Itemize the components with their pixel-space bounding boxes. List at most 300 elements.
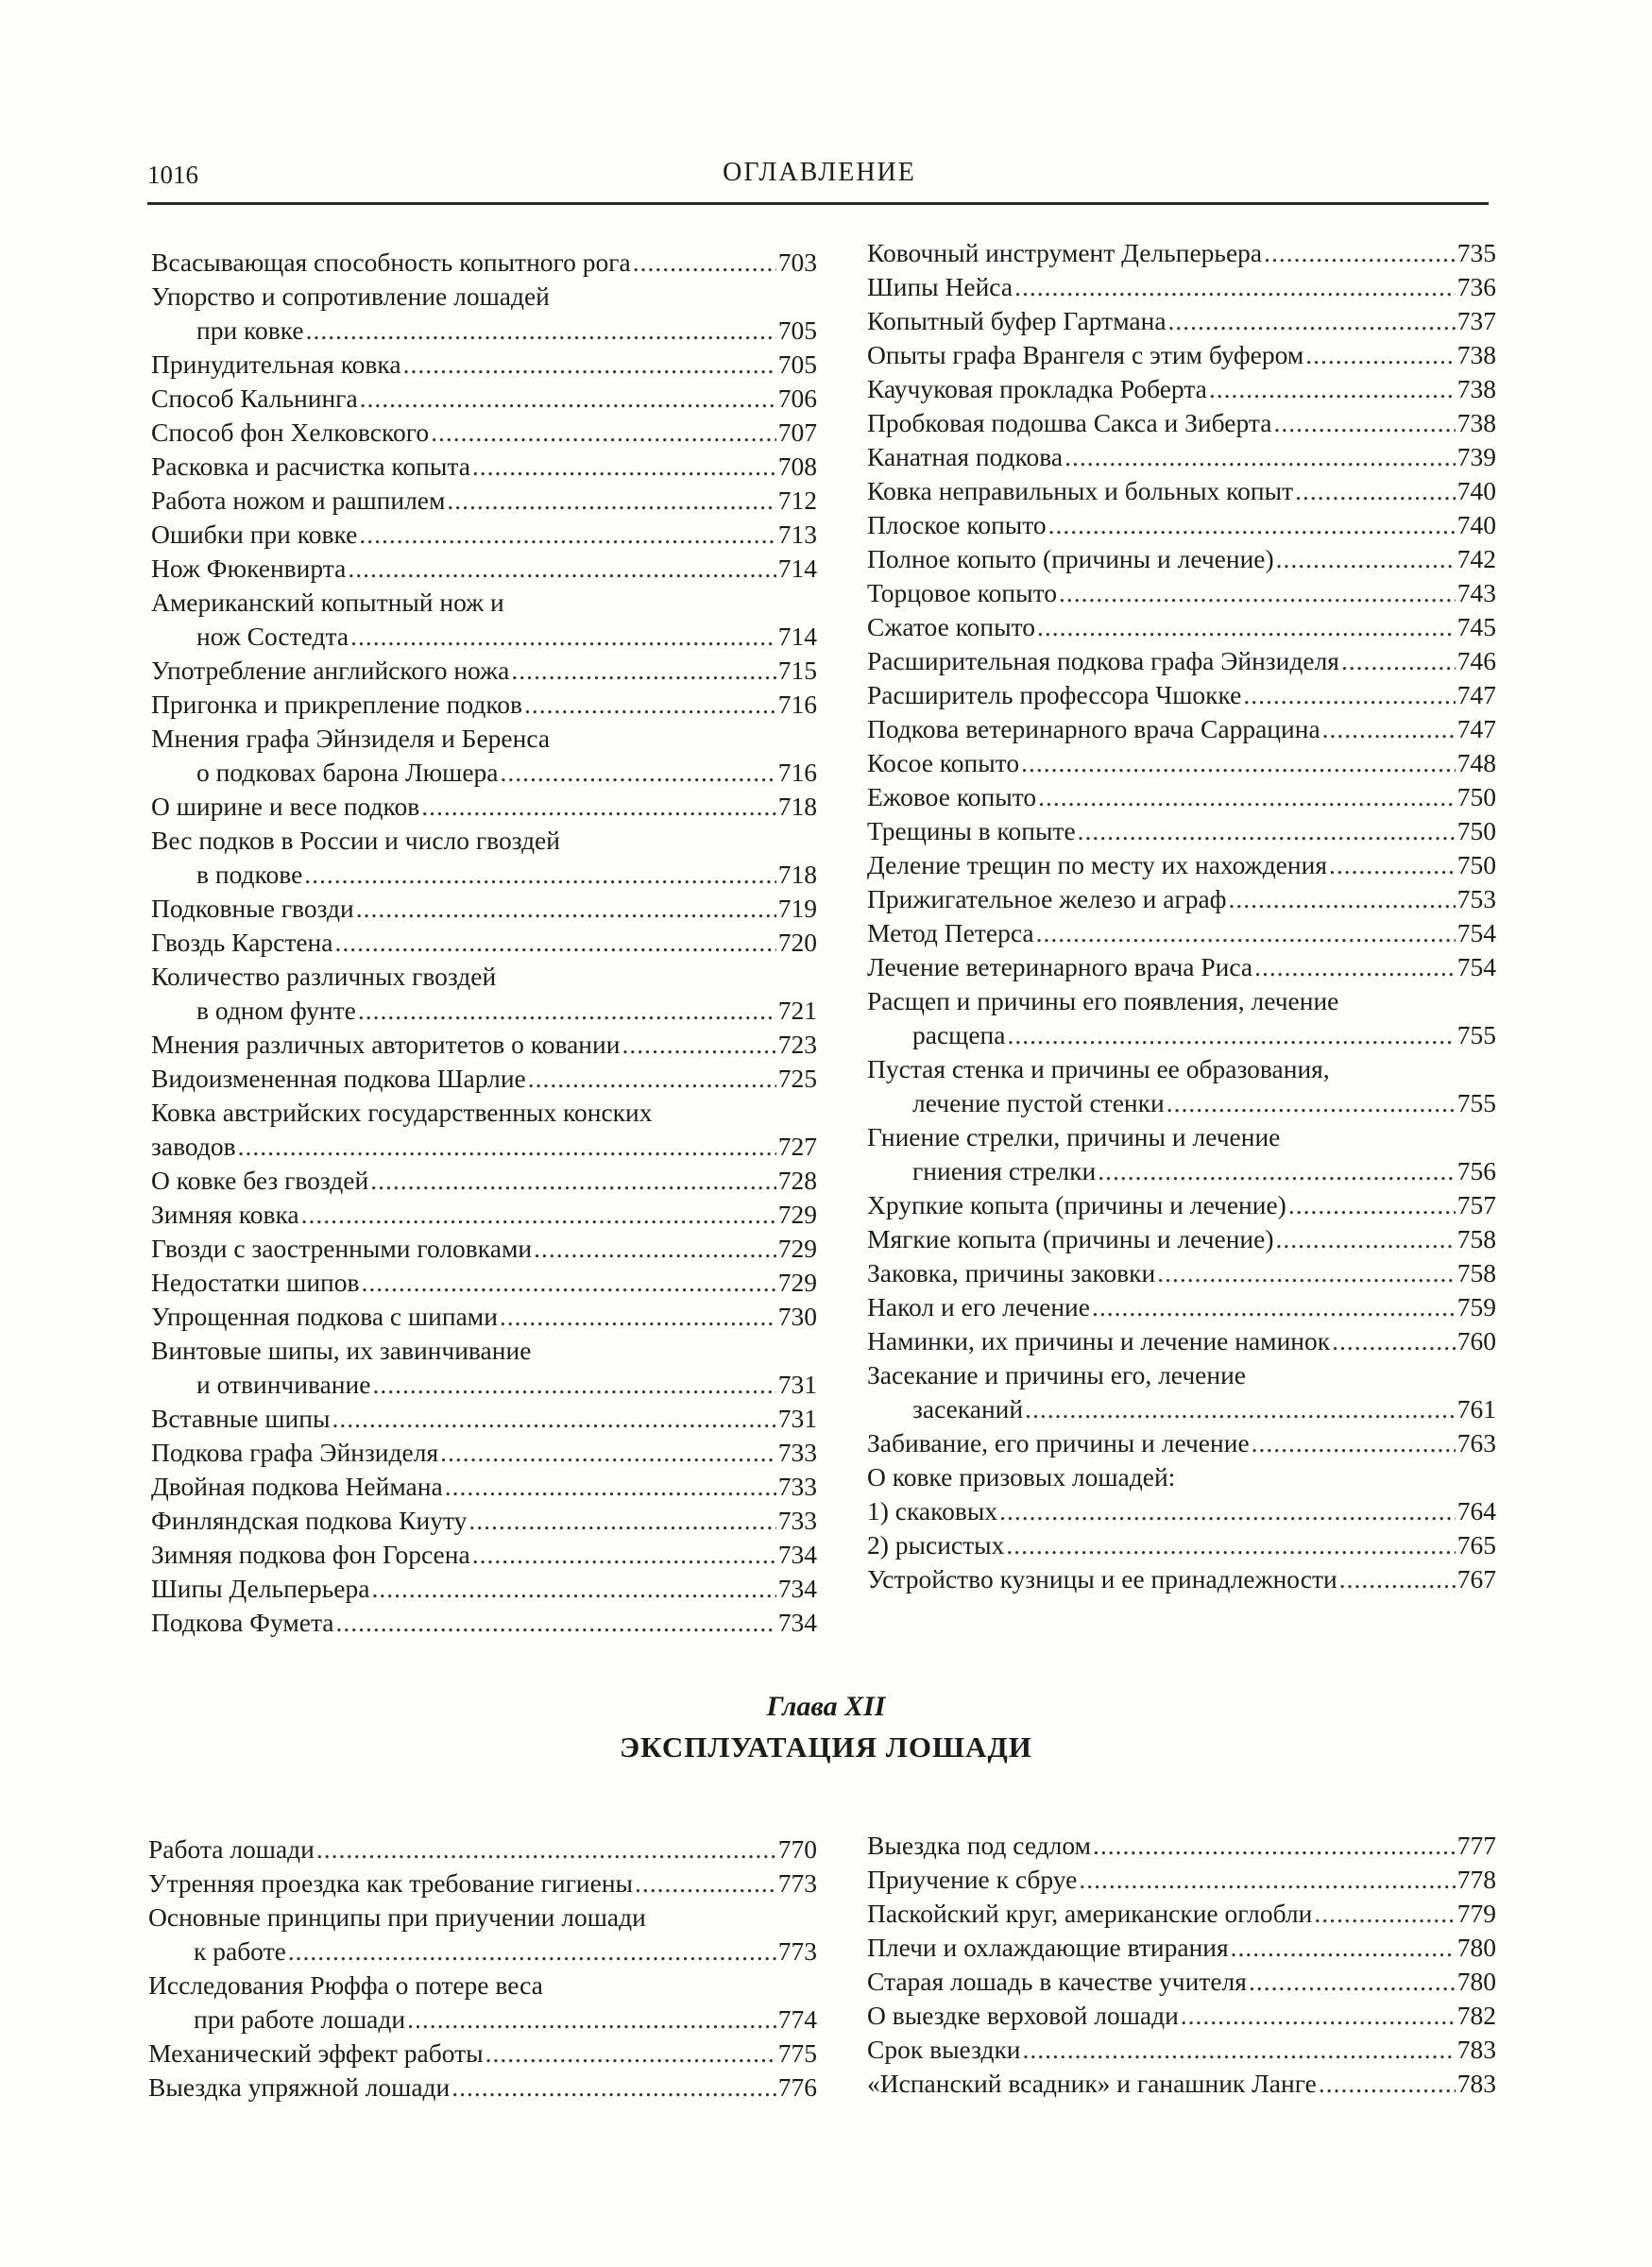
toc-page-number: 775 <box>777 2038 817 2068</box>
toc-entry-title: Финляндская подкова Киуту <box>151 1506 468 1535</box>
dot-leader <box>451 2071 776 2105</box>
toc-page-number: 738 <box>1456 408 1496 437</box>
toc-entry-title: гниения стрелки <box>912 1156 1097 1185</box>
toc-entry <box>151 1062 817 1096</box>
toc-entry <box>151 824 817 892</box>
toc-entry <box>867 882 1496 916</box>
toc-page-number: 707 <box>777 418 817 447</box>
dot-leader <box>1157 1256 1456 1290</box>
dot-leader <box>1181 1999 1456 2033</box>
dot-leader <box>316 1832 776 1866</box>
toc-entry-title: Приучение к сбруе <box>867 1865 1078 1894</box>
toc-entry-title: Мнения различных авторитетов о ковании <box>151 1030 621 1059</box>
toc-page-number: 731 <box>777 1404 817 1433</box>
toc-entry-title: Выездка упряжной лошади <box>148 2072 451 2102</box>
toc-entry <box>151 688 817 722</box>
toc-entry-title: Накол и его лечение <box>867 1292 1090 1321</box>
toc-entry <box>867 440 1496 474</box>
toc-page-number: 728 <box>777 1166 817 1195</box>
toc-entry-title: Расковка и расчистка копыта <box>151 452 470 481</box>
dot-leader <box>1079 1863 1455 1897</box>
toc-entry-title: Опыты графа Врангеля с этим буфером <box>867 340 1304 369</box>
dot-leader <box>633 246 776 280</box>
page-number: 1016 <box>147 161 198 189</box>
toc-entry <box>151 280 817 348</box>
dot-leader <box>1036 916 1456 950</box>
toc-page-number: 733 <box>777 1506 817 1535</box>
dot-leader <box>635 1866 776 1901</box>
toc-entry-title-line: Винтовые шипы, их завинчивание <box>151 1336 532 1365</box>
toc-entry-title: Вставные шипы <box>151 1404 331 1433</box>
dot-leader <box>1276 542 1456 576</box>
toc-entry <box>867 236 1496 270</box>
toc-page-number: 708 <box>777 452 817 481</box>
dot-leader <box>360 382 776 416</box>
toc-entry-title: 1) скаковых <box>867 1496 998 1526</box>
dot-leader <box>431 416 776 450</box>
toc-entry-title: в одном фунте <box>196 996 356 1025</box>
toc-entry-title: Принудительная ковка <box>151 349 401 379</box>
toc-page-number: 759 <box>1456 1292 1496 1321</box>
toc-page-number: 729 <box>777 1200 817 1229</box>
toc-entry <box>867 984 1496 1052</box>
toc-page-number: 767 <box>1456 1564 1496 1594</box>
toc-entry-title: Деление трещин по месту их нахождения <box>867 850 1327 879</box>
toc-page-number: 733 <box>777 1438 817 1467</box>
dot-leader <box>332 1402 775 1436</box>
toc-entry-title: Шипы Нейса <box>867 272 1013 301</box>
toc-entry <box>151 416 817 450</box>
chapter-label: Глава XII <box>766 1691 886 1722</box>
dot-leader <box>1168 304 1456 338</box>
toc-entry-title: Подковные гвозди <box>151 894 354 923</box>
toc-entry <box>867 1863 1496 1897</box>
toc-entry <box>151 654 817 688</box>
toc-page-number: 718 <box>777 860 817 889</box>
dot-leader <box>1037 610 1456 644</box>
toc-entry <box>151 1232 817 1266</box>
toc-entry-title: Канатная подкова <box>867 442 1064 471</box>
toc-entry <box>867 1426 1496 1460</box>
toc-entry-title: Шипы Дельперьера <box>151 1574 370 1603</box>
toc-entry <box>867 1999 1496 2033</box>
dot-leader <box>238 1130 776 1164</box>
toc-page-number: 716 <box>777 690 817 719</box>
dot-leader <box>534 1232 776 1266</box>
toc-entry-title-line: Засекание и причины его, лечение <box>867 1360 1247 1389</box>
toc-page-number: 734 <box>777 1608 817 1637</box>
dot-leader <box>362 1266 776 1300</box>
dot-leader <box>356 892 776 926</box>
dot-leader <box>1209 372 1456 406</box>
toc-entry-title: к работе <box>194 1936 286 1966</box>
toc-page-number: 719 <box>777 894 817 923</box>
toc-entry-title: Мягкие копыта (причины и лечение) <box>867 1224 1274 1253</box>
toc-column-left-chapter <box>148 1832 817 2105</box>
toc-entry-title-line: Пустая стенка и причины ее образования, <box>867 1054 1330 1083</box>
toc-entry <box>867 1965 1496 1999</box>
dot-leader <box>1249 1965 1456 1999</box>
toc-entry-title: Гвозди с заостренными головками <box>151 1234 533 1263</box>
dot-leader <box>1273 406 1455 440</box>
toc-page-number: 748 <box>1456 748 1496 777</box>
toc-page-number: 753 <box>1456 884 1496 913</box>
toc-page-number: 782 <box>1456 2001 1496 2030</box>
toc-entry-title: Упрощенная подкова с шипами <box>151 1302 498 1331</box>
dot-leader <box>1254 950 1456 984</box>
toc-page-number: 743 <box>1456 578 1496 607</box>
toc-entry-title: Способ фон Хелковского <box>151 418 430 447</box>
toc-entry <box>867 746 1496 780</box>
toc-entry-title: лечение пустой стенки <box>912 1088 1165 1117</box>
toc-entry-title: Ошибки при ковке <box>151 520 358 549</box>
toc-entry-title: расщепа <box>912 1020 1006 1049</box>
dot-leader <box>501 756 776 790</box>
dot-leader <box>440 1436 776 1470</box>
toc-entry <box>151 382 817 416</box>
toc-entry-title: Способ Кальнинга <box>151 384 358 413</box>
toc-page-number: 705 <box>777 315 817 345</box>
toc-entry <box>151 1606 817 1640</box>
toc-entry <box>867 1120 1496 1188</box>
dot-leader <box>288 1935 776 1969</box>
toc-entry <box>151 1164 817 1198</box>
dot-leader <box>336 1606 776 1640</box>
toc-page-number: 758 <box>1456 1224 1496 1253</box>
toc-entry-title: Зимняя подкова фон Горсена <box>151 1540 470 1569</box>
toc-entry-title: Ковка неправильных и больных копыт <box>867 476 1294 505</box>
toc-entry-title: Трещины в копыте <box>867 816 1076 845</box>
toc-entry <box>867 644 1496 678</box>
dot-leader <box>485 2037 776 2071</box>
toc-page-number: 780 <box>1456 1933 1496 1962</box>
toc-entry <box>867 542 1496 576</box>
dot-leader <box>358 994 776 1028</box>
dot-leader <box>1314 1897 1455 1931</box>
dot-leader <box>1305 338 1456 372</box>
dot-leader <box>350 620 776 654</box>
toc-entry-title: Метод Петерса <box>867 918 1034 947</box>
toc-page-number: 773 <box>777 1868 817 1898</box>
toc-page-number: 777 <box>1456 1831 1496 1860</box>
toc-entry-title: Расширитель профессора Чшокке <box>867 680 1242 709</box>
toc-entry-title-line: Расщеп и причины его появления, лечение <box>867 986 1339 1015</box>
toc-entry <box>151 722 817 790</box>
dot-leader <box>1276 1222 1456 1256</box>
toc-entry <box>151 1300 817 1334</box>
toc-page-number: 737 <box>1456 306 1496 335</box>
toc-page-number: 727 <box>777 1132 817 1161</box>
dot-leader <box>1006 1528 1455 1562</box>
toc-page-number: 747 <box>1456 680 1496 709</box>
toc-entry <box>867 1324 1496 1358</box>
toc-entry <box>151 1266 817 1300</box>
dot-leader <box>421 790 776 824</box>
toc-entry <box>867 1931 1496 1965</box>
toc-entry-title: о подковах барона Люшера <box>196 758 499 787</box>
toc-entry-title: Расширительная подкова графа Эйнзиделя <box>867 646 1339 675</box>
toc-page-number: 757 <box>1456 1190 1496 1219</box>
toc-entry <box>867 1222 1496 1256</box>
toc-column-right <box>867 236 1496 1596</box>
toc-entry-title: «Испанский всадник» и ганашник Ланге <box>867 2069 1317 2098</box>
toc-page-number: 714 <box>777 554 817 583</box>
toc-entry-title: Торцовое копыто <box>867 578 1057 607</box>
dot-leader <box>334 926 775 960</box>
toc-entry <box>867 1897 1496 1931</box>
toc-entry-title: Лечение ветеринарного врача Риса <box>867 952 1253 981</box>
toc-page-number: 783 <box>1456 2035 1496 2064</box>
toc-entry-title: Утренняя проездка как требование гигиены <box>148 1868 634 1898</box>
dot-leader <box>301 1198 776 1232</box>
toc-entry-title: О ширине и весе подков <box>151 792 420 821</box>
dot-leader <box>447 484 775 518</box>
toc-page-number: 783 <box>1456 2069 1496 2098</box>
dot-leader <box>1252 1426 1456 1460</box>
dot-leader <box>1319 2067 1456 2101</box>
toc-entry-title: в подкове <box>196 860 303 889</box>
toc-entry <box>867 1256 1496 1290</box>
toc-entry <box>867 1494 1496 1528</box>
toc-page-number: 742 <box>1456 544 1496 573</box>
dot-leader <box>1007 1018 1455 1052</box>
dot-leader <box>372 1368 775 1402</box>
toc-entry-title: Зимняя ковка <box>151 1200 299 1229</box>
toc-page-number: 745 <box>1456 612 1496 641</box>
toc-page-number: 706 <box>777 384 817 413</box>
toc-entry-title: Нож Фюкенвирта <box>151 554 347 583</box>
toc-entry-title-line: Исследования Рюффа о потере веса <box>148 1970 543 2000</box>
toc-page-number: 725 <box>777 1064 817 1093</box>
toc-page-number: 720 <box>777 928 817 957</box>
toc-entry <box>867 2067 1496 2101</box>
toc-entry-title: Пробковая подошва Сакса и Зиберта <box>867 408 1272 437</box>
toc-page-number: 721 <box>777 996 817 1025</box>
dot-leader <box>403 348 776 382</box>
dot-leader <box>1288 1188 1456 1222</box>
toc-entry <box>151 552 817 586</box>
toc-entry <box>151 926 817 960</box>
toc-page-number: 731 <box>777 1370 817 1399</box>
dot-leader <box>1038 780 1456 814</box>
toc-entry <box>867 678 1496 712</box>
toc-entry-title-line: Вес подков в России и число гвоздей <box>151 826 560 855</box>
toc-entry-title-line: Основные принципы при приучении лошади <box>148 1902 646 1932</box>
toc-column-left <box>151 246 817 1640</box>
toc-entry <box>151 892 817 926</box>
dot-leader <box>359 518 775 552</box>
toc-entry <box>151 1028 817 1062</box>
toc-page-number: 712 <box>777 486 817 515</box>
toc-entry-title: Недостатки шипов <box>151 1268 360 1297</box>
toc-entry <box>148 1832 817 1866</box>
toc-page-number: 740 <box>1456 476 1496 505</box>
toc-page-number: 750 <box>1456 850 1496 879</box>
toc-entry-title: Работа ножом и рашпилем <box>151 486 446 515</box>
toc-entry-title-line: Мнения графа Эйнзиделя и Беренса <box>151 724 551 753</box>
toc-entry-title: Сжатое копыто <box>867 612 1035 641</box>
toc-page-number: 733 <box>777 1472 817 1501</box>
toc-entry <box>867 576 1496 610</box>
toc-entry <box>867 372 1496 406</box>
toc-entry <box>867 1528 1496 1562</box>
toc-entry <box>867 508 1496 542</box>
toc-entry-title: Каучуковая прокладка Роберта <box>867 374 1207 403</box>
toc-entry <box>867 1829 1496 1863</box>
toc-page-number: 746 <box>1456 646 1496 675</box>
toc-page-number: 761 <box>1456 1394 1496 1423</box>
dot-leader <box>472 450 776 484</box>
toc-page-number: 735 <box>1456 238 1496 267</box>
toc-entry-title: Паскойский круг, американские оглобли <box>867 1899 1313 1928</box>
toc-entry <box>151 1436 817 1470</box>
toc-entry <box>148 1866 817 1901</box>
dot-leader <box>524 688 776 722</box>
dot-leader <box>1025 1392 1456 1426</box>
toc-page-number: 776 <box>777 2072 817 2102</box>
dot-leader <box>1093 1829 1456 1863</box>
toc-page-number: 738 <box>1456 340 1496 369</box>
toc-page-number: 780 <box>1456 1967 1496 1996</box>
toc-entry-title: 2) рысистых <box>867 1530 1005 1560</box>
dot-leader <box>1023 2033 1456 2067</box>
toc-entry <box>867 916 1496 950</box>
toc-entry <box>151 348 817 382</box>
toc-entry-title: Устройство кузницы и ее принадлежности <box>867 1564 1337 1594</box>
toc-entry <box>867 780 1496 814</box>
toc-entry <box>151 450 817 484</box>
toc-entry-title-line: Упорство и сопротивление лошадей <box>151 281 550 311</box>
toc-page-number: 774 <box>777 2004 817 2034</box>
toc-page-number: 703 <box>777 247 817 277</box>
toc-entry-title-line: Американский копытный нож и <box>151 588 504 617</box>
toc-page-number: 758 <box>1456 1258 1496 1287</box>
toc-entry <box>867 406 1496 440</box>
toc-entry-title: и отвинчивание <box>196 1370 371 1399</box>
dot-leader <box>1228 882 1455 916</box>
toc-entry <box>151 790 817 824</box>
toc-entry <box>867 1460 1496 1494</box>
toc-entry-title: Механический эффект работы <box>148 2038 484 2068</box>
dot-leader <box>1264 236 1456 270</box>
toc-page-number: 740 <box>1456 510 1496 539</box>
dot-leader <box>511 654 775 688</box>
toc-entry-title: Плечи и охлаждающие втирания <box>867 1933 1229 1962</box>
toc-entry <box>867 610 1496 644</box>
toc-entry <box>867 270 1496 304</box>
toc-entry-title: Выездка под седлом <box>867 1831 1092 1860</box>
toc-entry-title: нож Состедта <box>196 622 349 651</box>
toc-entry <box>867 1188 1496 1222</box>
dot-leader <box>1021 746 1456 780</box>
toc-entry <box>151 518 817 552</box>
dot-leader <box>1167 1086 1456 1120</box>
toc-subheading: О ковке призовых лошадей: <box>867 1462 1176 1491</box>
toc-entry-title: О ковке без гвоздей <box>151 1166 369 1195</box>
dot-leader <box>999 1494 1456 1528</box>
toc-entry <box>867 712 1496 746</box>
toc-page-number: 778 <box>1456 1865 1496 1894</box>
toc-page-number: 770 <box>777 1834 817 1864</box>
toc-page-number: 755 <box>1456 1020 1496 1049</box>
toc-page-number: 705 <box>777 349 817 379</box>
toc-page-number: 779 <box>1456 1899 1496 1928</box>
dot-leader <box>1078 814 1456 848</box>
toc-page-number: 716 <box>777 758 817 787</box>
toc-entry <box>867 304 1496 338</box>
toc-entry <box>867 1358 1496 1426</box>
toc-entry-title: засеканий <box>912 1394 1024 1423</box>
dot-leader <box>1295 474 1456 508</box>
toc-entry-title: заводов <box>151 1132 236 1161</box>
dot-leader <box>1243 678 1455 712</box>
toc-page-number: 734 <box>777 1574 817 1603</box>
dot-leader <box>528 1062 776 1096</box>
dot-leader <box>370 1164 776 1198</box>
toc-entry-title: Срок выездки <box>867 2035 1021 2064</box>
toc-entry <box>148 1969 817 2037</box>
running-title: ОГЛАВЛЕНИЕ <box>723 158 916 187</box>
toc-page-number: 714 <box>777 622 817 651</box>
toc-entry <box>151 1538 817 1572</box>
toc-page-number: 756 <box>1456 1156 1496 1185</box>
dot-leader <box>348 552 775 586</box>
toc-page-number: 713 <box>777 520 817 549</box>
dot-leader <box>1048 508 1456 542</box>
dot-leader <box>306 314 776 348</box>
toc-entry <box>148 1901 817 1969</box>
toc-page-number: 738 <box>1456 374 1496 403</box>
toc-entry-title: Употребление английского ножа <box>151 656 510 685</box>
dot-leader <box>1322 712 1456 746</box>
toc-entry <box>867 848 1496 882</box>
toc-entry <box>151 1504 817 1538</box>
toc-entry <box>151 1470 817 1504</box>
toc-entry-title: Наминки, их причины и лечение наминок <box>867 1326 1331 1355</box>
toc-entry <box>151 484 817 518</box>
toc-entry-title: Подкова ветеринарного врача Саррацина <box>867 714 1320 743</box>
header-rule <box>147 202 1489 205</box>
dot-leader <box>1059 576 1456 610</box>
toc-entry <box>867 950 1496 984</box>
toc-entry <box>148 2037 817 2071</box>
toc-page-number: 754 <box>1456 918 1496 947</box>
dot-leader <box>1341 644 1456 678</box>
toc-page-number: 750 <box>1456 782 1496 811</box>
toc-entry-title: Ежовое копыто <box>867 782 1037 811</box>
toc-entry <box>867 338 1496 372</box>
toc-entry <box>151 1572 817 1606</box>
toc-entry-title: Гвоздь Карстена <box>151 928 333 957</box>
toc-page-number: 729 <box>777 1268 817 1297</box>
toc-entry <box>151 246 817 280</box>
toc-page-number: 739 <box>1456 442 1496 471</box>
toc-page-number: 760 <box>1456 1326 1496 1355</box>
chapter-title: ЭКСПЛУАТАЦИЯ ЛОШАДИ <box>620 1730 1032 1764</box>
toc-page-number: 730 <box>777 1302 817 1331</box>
dot-leader <box>445 1470 776 1504</box>
toc-page-number: 718 <box>777 792 817 821</box>
dot-leader <box>468 1504 775 1538</box>
toc-page-number: 715 <box>777 656 817 685</box>
toc-entry-title: Старая лошадь в качестве учителя <box>867 1967 1247 1996</box>
toc-page-number: 765 <box>1456 1530 1496 1560</box>
toc-entry <box>151 1198 817 1232</box>
toc-entry-title: Косое копыто <box>867 748 1020 777</box>
toc-entry-title: Полное копыто (причины и лечение) <box>867 544 1274 573</box>
toc-entry <box>151 586 817 654</box>
dot-leader <box>304 858 775 892</box>
